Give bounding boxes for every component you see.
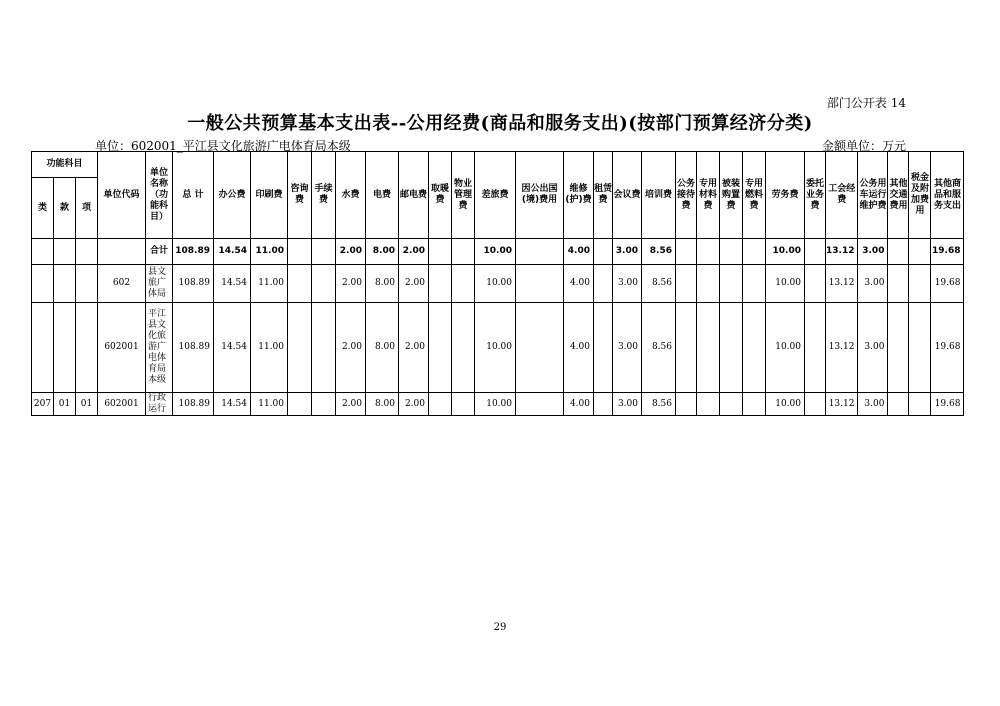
header-materials: 专用材料费 <box>697 152 720 239</box>
cell-handling <box>312 303 336 393</box>
cell-labor: 10.00 <box>766 303 805 393</box>
cell-materials <box>697 303 720 393</box>
cell-property <box>452 239 475 265</box>
header-function-subject: 功能科目 <box>32 152 98 178</box>
cell-other: 19.68 <box>931 303 964 393</box>
cell-abroad <box>516 393 564 416</box>
cell-code: 602001 <box>98 393 146 416</box>
cell-travel: 10.00 <box>475 303 516 393</box>
page-number: 29 <box>493 622 507 633</box>
cell-xiang <box>76 239 98 265</box>
cell-name: 县文旅广体局 <box>146 265 173 303</box>
cell-vehicle: 3.00 <box>858 239 888 265</box>
cell-xiang <box>76 303 98 393</box>
cell-heating <box>429 265 452 303</box>
cell-commission <box>805 393 826 416</box>
cell-labor: 10.00 <box>766 265 805 303</box>
cell-uniform <box>720 303 743 393</box>
cell-office: 14.54 <box>214 265 251 303</box>
cell-union: 13.12 <box>826 303 858 393</box>
cell-property <box>452 303 475 393</box>
header-maintenance: 维修(护)费 <box>564 152 594 239</box>
cell-commission <box>805 265 826 303</box>
cell-training: 8.56 <box>642 239 676 265</box>
cell-union: 13.12 <box>826 265 858 303</box>
cell-fuel <box>743 303 766 393</box>
cell-printing: 11.00 <box>251 393 288 416</box>
cell-electricity: 8.00 <box>366 303 399 393</box>
cell-heating <box>429 393 452 416</box>
cell-union: 13.12 <box>826 239 858 265</box>
amount-unit-label: 金额单位：万元 <box>821 139 906 153</box>
cell-rental <box>594 239 613 265</box>
cell-vehicle: 3.00 <box>858 303 888 393</box>
cell-maintenance: 4.00 <box>564 393 594 416</box>
cell-code: 602001 <box>98 303 146 393</box>
cell-meeting: 3.00 <box>613 303 642 393</box>
cell-kuan <box>54 265 76 303</box>
cell-travel: 10.00 <box>475 265 516 303</box>
cell-office: 14.54 <box>214 303 251 393</box>
cell-transport <box>888 265 909 303</box>
table-row <box>32 265 964 303</box>
cell-consulting <box>288 393 312 416</box>
header-office: 办公费 <box>214 152 251 239</box>
cell-office: 14.54 <box>214 239 251 265</box>
cell-heating <box>429 239 452 265</box>
cell-name: 行政运行 <box>146 393 173 416</box>
cell-xiang: 01 <box>76 393 98 416</box>
cell-code: 602 <box>98 265 146 303</box>
cell-rental <box>594 393 613 416</box>
cell-uniform <box>720 239 743 265</box>
cell-labor: 10.00 <box>766 239 805 265</box>
cell-heating <box>429 303 452 393</box>
header-unit-name: 单位名称（功能科目） <box>146 152 173 239</box>
cell-lei: 207 <box>32 393 54 416</box>
cell-materials <box>697 393 720 416</box>
table-row <box>32 393 964 416</box>
cell-reception <box>676 265 697 303</box>
cell-maintenance: 4.00 <box>564 303 594 393</box>
cell-fuel <box>743 239 766 265</box>
header-electricity: 电费 <box>366 152 399 239</box>
cell-consulting <box>288 239 312 265</box>
cell-other: 19.68 <box>931 239 964 265</box>
header-lei: 类 <box>32 178 54 239</box>
header-postal: 邮电费 <box>399 152 429 239</box>
cell-other: 19.68 <box>931 265 964 303</box>
cell-tax <box>909 265 931 303</box>
cell-uniform <box>720 265 743 303</box>
cell-vehicle: 3.00 <box>858 393 888 416</box>
cell-printing: 11.00 <box>251 303 288 393</box>
cell-code <box>98 239 146 265</box>
cell-training: 8.56 <box>642 393 676 416</box>
cell-reception <box>676 239 697 265</box>
cell-materials <box>697 239 720 265</box>
header-labor: 劳务费 <box>766 152 805 239</box>
cell-other: 19.68 <box>931 393 964 416</box>
header-water: 水费 <box>336 152 366 239</box>
header-commission: 委托业务费 <box>805 152 826 239</box>
cell-abroad <box>516 265 564 303</box>
cell-water: 2.00 <box>336 303 366 393</box>
cell-transport <box>888 393 909 416</box>
header-training: 培训费 <box>642 152 676 239</box>
cell-reception <box>676 393 697 416</box>
cell-fuel <box>743 265 766 303</box>
cell-property <box>452 393 475 416</box>
cell-kuan <box>54 303 76 393</box>
cell-postal: 2.00 <box>399 393 429 416</box>
cell-handling <box>312 393 336 416</box>
header-rental: 租赁费 <box>594 152 613 239</box>
cell-name: 合计 <box>146 239 173 265</box>
cell-total: 108.89 <box>173 265 214 303</box>
header-property: 物业管理费 <box>452 152 475 239</box>
cell-consulting <box>288 303 312 393</box>
cell-office: 14.54 <box>214 393 251 416</box>
cell-tax <box>909 303 931 393</box>
cell-postal: 2.00 <box>399 265 429 303</box>
cell-postal: 2.00 <box>399 239 429 265</box>
cell-lei <box>32 239 54 265</box>
header-meeting: 会议费 <box>613 152 642 239</box>
header-xiang: 项 <box>76 178 98 239</box>
cell-meeting: 3.00 <box>613 239 642 265</box>
cell-electricity: 8.00 <box>366 265 399 303</box>
cell-travel: 10.00 <box>475 393 516 416</box>
cell-reception <box>676 303 697 393</box>
cell-rental <box>594 265 613 303</box>
cell-kuan <box>54 239 76 265</box>
header-abroad: 因公出国(境)费用 <box>516 152 564 239</box>
header-total: 总 计 <box>173 152 214 239</box>
header-handling: 手续费 <box>312 152 336 239</box>
cell-total: 108.89 <box>173 393 214 416</box>
cell-labor: 10.00 <box>766 393 805 416</box>
cell-transport <box>888 303 909 393</box>
cell-water: 2.00 <box>336 265 366 303</box>
cell-materials <box>697 265 720 303</box>
cell-rental <box>594 303 613 393</box>
cell-electricity: 8.00 <box>366 393 399 416</box>
cell-property <box>452 265 475 303</box>
header-printing: 印刷费 <box>251 152 288 239</box>
cell-tax <box>909 393 931 416</box>
cell-fuel <box>743 393 766 416</box>
cell-abroad <box>516 303 564 393</box>
cell-maintenance: 4.00 <box>564 239 594 265</box>
header-unit-code: 单位代码 <box>98 152 146 239</box>
header-kuan: 款 <box>54 178 76 239</box>
cell-maintenance: 4.00 <box>564 265 594 303</box>
cell-water: 2.00 <box>336 393 366 416</box>
cell-abroad <box>516 239 564 265</box>
header-transport: 其他交通费用 <box>888 152 909 239</box>
total-row <box>32 239 964 265</box>
cell-consulting <box>288 265 312 303</box>
header-reception: 公务接待费 <box>676 152 697 239</box>
cell-name: 平江县文化旅游广电体育局本级 <box>146 303 173 393</box>
cell-xiang <box>76 265 98 303</box>
header-heating: 取暖费 <box>429 152 452 239</box>
unit-label: 单位：602001_平江县文化旅游广电体育局本级 <box>95 139 351 153</box>
cell-transport <box>888 239 909 265</box>
table-row <box>32 303 964 393</box>
cell-postal: 2.00 <box>399 303 429 393</box>
cell-training: 8.56 <box>642 303 676 393</box>
cell-uniform <box>720 393 743 416</box>
cell-handling <box>312 239 336 265</box>
cell-lei <box>32 303 54 393</box>
header-fuel: 专用燃料费 <box>743 152 766 239</box>
cell-vehicle: 3.00 <box>858 265 888 303</box>
budget-table <box>31 151 964 416</box>
header-union: 工会经费 <box>826 152 858 239</box>
header-uniform: 被装购置费 <box>720 152 743 239</box>
header-other: 其他商品和服务支出 <box>931 152 964 239</box>
cell-meeting: 3.00 <box>613 265 642 303</box>
cell-water: 2.00 <box>336 239 366 265</box>
form-number: 部门公开表 14 <box>826 96 906 110</box>
cell-training: 8.56 <box>642 265 676 303</box>
page-title: 一般公共预算基本支出表--公用经费(商品和服务支出)(按部门预算经济分类) <box>187 113 813 134</box>
header-vehicle: 公务用车运行维护费 <box>858 152 888 239</box>
header-consulting: 咨询费 <box>288 152 312 239</box>
header-tax: 税金及附加费用 <box>909 152 931 239</box>
table-body <box>32 239 964 416</box>
cell-travel: 10.00 <box>475 239 516 265</box>
cell-kuan: 01 <box>54 393 76 416</box>
cell-electricity: 8.00 <box>366 239 399 265</box>
cell-total: 108.89 <box>173 239 214 265</box>
cell-total: 108.89 <box>173 303 214 393</box>
cell-commission <box>805 239 826 265</box>
cell-lei <box>32 265 54 303</box>
cell-union: 13.12 <box>826 393 858 416</box>
cell-tax <box>909 239 931 265</box>
cell-printing: 11.00 <box>251 239 288 265</box>
cell-handling <box>312 265 336 303</box>
cell-commission <box>805 303 826 393</box>
header-travel: 差旅费 <box>475 152 516 239</box>
cell-printing: 11.00 <box>251 265 288 303</box>
cell-meeting: 3.00 <box>613 393 642 416</box>
